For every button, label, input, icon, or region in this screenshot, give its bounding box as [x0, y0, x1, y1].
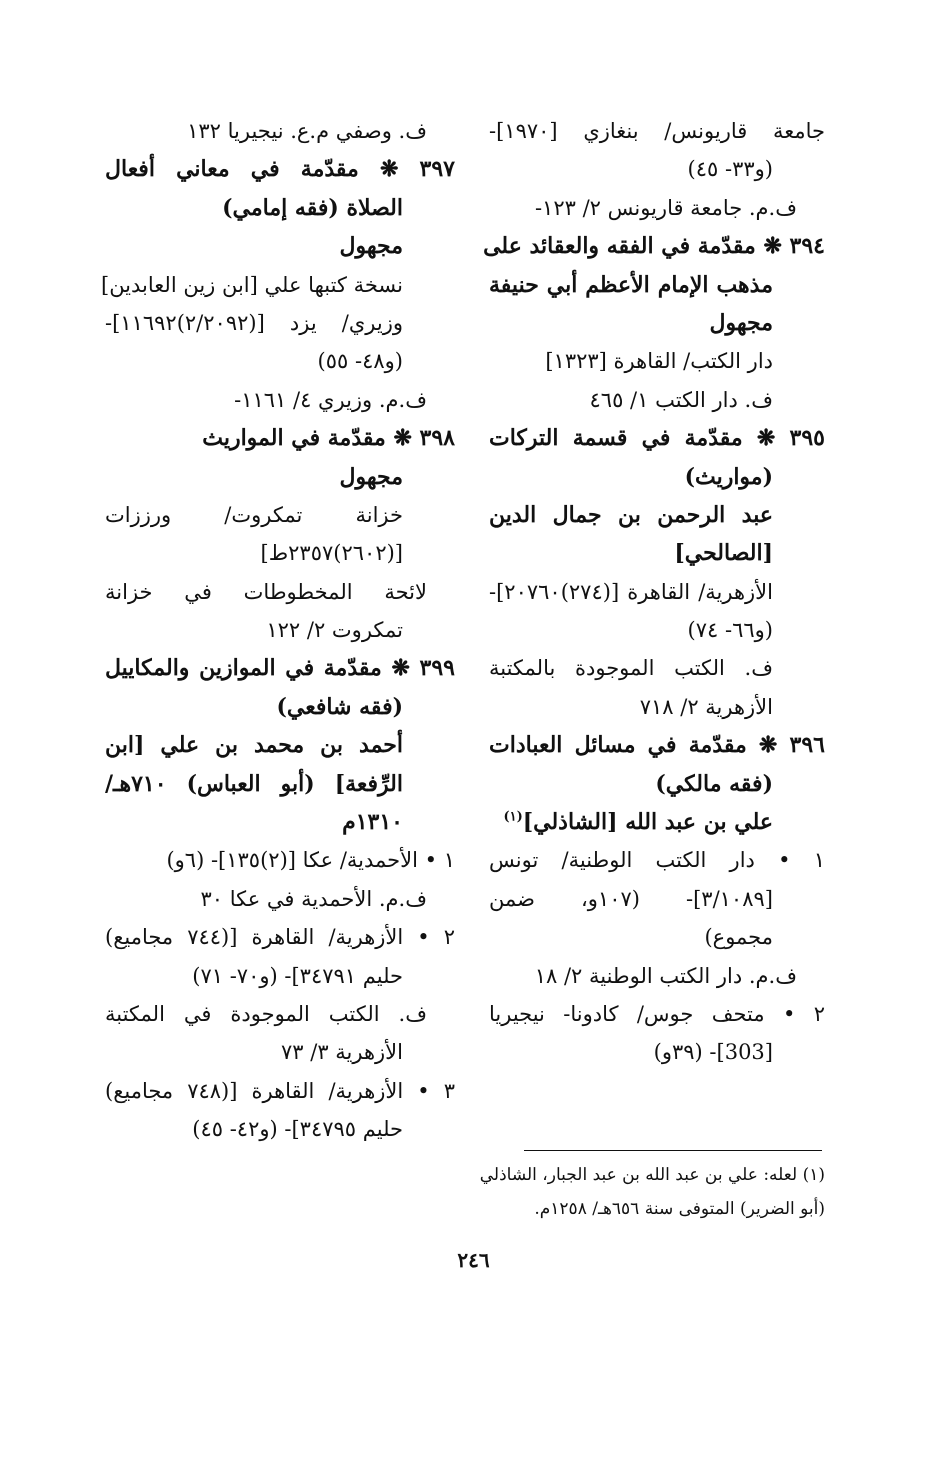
- right-column-line: [489, 841, 825, 879]
- line-text: مجهول: [709, 309, 773, 336]
- left-column-line: [105, 803, 455, 841]
- left-column-line: [105, 304, 455, 342]
- left-column-line: [105, 841, 455, 879]
- right-column-line: [489, 918, 825, 956]
- left-column-line: [105, 534, 455, 572]
- right-column-line: [489, 304, 825, 342]
- right-column-line: [489, 803, 825, 841]
- line-text: ف.م. وزيري ٤/ ١١٦١-: [234, 387, 427, 412]
- line-text: الأزهرية/ القاهرة [(٢٧٤)٢٠٧٦٠]-: [489, 579, 773, 604]
- line-text: ١ • الأحمدية/ عكا [(٢)١٣٥]- (٦و): [166, 848, 455, 873]
- right-column-line: [489, 342, 825, 380]
- left-column: [101, 112, 455, 1149]
- right-column-line: [489, 381, 825, 419]
- line-text: أحمد بن محمد بن علي [ابن: [105, 732, 403, 759]
- right-column-line: [489, 995, 825, 1033]
- line-text: جامعة قاريونس/ بنغازي [١٩٧٠]-: [489, 119, 825, 143]
- left-column-line: [105, 765, 455, 803]
- footnote-marker: (١): [503, 809, 523, 825]
- left-column-line: [105, 649, 455, 687]
- left-column-line: [105, 918, 455, 956]
- right-column-line: [489, 611, 825, 649]
- right-column-line: [489, 534, 825, 572]
- line-text: (و٤٨- ٥٥): [317, 349, 403, 374]
- left-column-line: [105, 1033, 455, 1071]
- line-text: [303]- (٣٩و): [653, 1040, 773, 1065]
- line-text: مجهول: [339, 463, 403, 490]
- left-column-line: [105, 150, 455, 188]
- right-column-line: [489, 266, 825, 304]
- line-text: [٣/١٠٨٩]- (١٠٧و، ضمن: [489, 886, 773, 911]
- left-column-line: [105, 957, 455, 995]
- line-text: ١ • دار الكتب الوطنية/ تونس: [489, 848, 825, 873]
- line-text: مجهول: [339, 233, 403, 260]
- line-text: (فقه شافعي): [276, 693, 403, 720]
- left-column-line: [105, 381, 455, 419]
- line-text: دار الكتب/ القاهرة [١٣٢٣]: [545, 349, 773, 374]
- footnotes: [479, 1158, 825, 1226]
- line-text: حليم ٣٤٧٩١]- (و٧٠- ٧١): [192, 963, 403, 988]
- left-column-line: [105, 611, 455, 649]
- line-text: خزانة تمكروت/ ورززات: [105, 502, 403, 527]
- line-text: الرِّفعة] (أبو العباس) ٧١٠هـ/: [105, 770, 403, 797]
- left-column-line: [105, 573, 455, 611]
- page-number: ٢٤٦: [457, 1248, 490, 1272]
- line-text: [الصالحي]: [674, 540, 773, 567]
- line-text: ف. الكتب الموجودة في المكتبة: [105, 1001, 427, 1026]
- line-text: نسخة كتبها علي [ابن زين العابدين]: [101, 272, 403, 297]
- line-text: ٣٩٦ ❋ مقدّمة في مسائل العبادات: [489, 732, 825, 759]
- left-column-line: [105, 726, 455, 764]
- line-text: (مواريث): [684, 463, 773, 490]
- line-text: ١٣١٠م: [342, 809, 403, 836]
- line-text: ٣ • الأزهرية/ القاهرة [(٧٤٨ مجاميع): [105, 1078, 455, 1103]
- line-text: ٣٩٩ ❋ مقدّمة في الموازين والمكاييل: [105, 655, 455, 682]
- right-column-line: [483, 227, 825, 265]
- right-column: [483, 112, 825, 1072]
- line-text: ٣٩٤ ❋ مقدّمة في الفقه والعقائد على: [483, 233, 825, 260]
- line-text: (و٣٣- ٤٥): [687, 157, 773, 182]
- right-column-line: [489, 573, 825, 611]
- left-column-line: [105, 1110, 455, 1148]
- right-column-line: [489, 765, 825, 803]
- line-text: ف. وصفي م.ع. نيجيريا ١٣٢: [187, 119, 427, 143]
- left-column-line: [105, 419, 455, 457]
- right-column-line: [489, 726, 825, 764]
- right-column-line: [489, 189, 825, 227]
- line-text: الأزهرية ٣/ ٧٣: [280, 1040, 403, 1065]
- line-text: وزيري/ يزد [(٢/٢٠٩٢)١١٦٩٢]-: [105, 310, 403, 335]
- footnote-line: (١) لعله: علي بن عبد الله بن عبد الجبار، الشاذلي: [479, 1165, 825, 1185]
- left-column-line: [105, 458, 455, 496]
- right-column-line: [489, 419, 825, 457]
- line-text: ف.م. الأحمدية في عكا ٣٠: [200, 886, 427, 911]
- right-column-line: [489, 112, 825, 150]
- line-text: مذهب الإمام الأعظم أبي حنيفة: [489, 271, 773, 298]
- right-column-line: [489, 649, 825, 687]
- line-text: ف. دار الكتب ١/ ٤٦٥: [589, 387, 773, 412]
- line-text: علي بن عبد الله [الشاذلي]: [522, 809, 773, 836]
- left-column-line: [105, 688, 455, 726]
- line-text: [(٢٦٠٢)٢٣٥٧ط]: [260, 541, 403, 566]
- left-column-line: [105, 880, 455, 918]
- right-column-line: [489, 957, 825, 995]
- line-text: ٣٩٨ ❋ مقدّمة في المواريث: [202, 425, 455, 452]
- right-column-line: [489, 458, 825, 496]
- right-column-line: [489, 688, 825, 726]
- footnote-divider: [524, 1150, 822, 1151]
- right-column-line: [489, 1033, 825, 1071]
- line-text: عبد الرحمن بن جمال الدين: [489, 501, 773, 528]
- left-column-line: [101, 266, 455, 304]
- right-column-line: [489, 496, 825, 534]
- line-text: ٢ • متحف جوس/ كادونا- نيجيريا: [489, 1001, 825, 1026]
- line-text: ف.م. جامعة قاريونس ٢/ ١٢٣-: [534, 195, 797, 220]
- left-column-line: [105, 496, 455, 534]
- right-column-line: [489, 150, 825, 188]
- left-column-line: [105, 189, 455, 227]
- footnote-line: (أبو الضرير) المتوفى سنة ٦٥٦هـ/ ١٢٥٨م.: [534, 1199, 825, 1219]
- line-text: لائحة المخطوطات في خزانة: [105, 579, 427, 604]
- line-text: تمكروت ٢/ ١٢٢: [266, 618, 403, 643]
- line-text: ف. الكتب الموجودة بالمكتبة: [489, 656, 773, 681]
- line-text: ٢ • الأزهرية/ القاهرة [(٧٤٤ مجاميع): [105, 925, 455, 950]
- line-text: حليم ٣٤٧٩٥]- (و٤٢- ٤٥): [192, 1117, 403, 1142]
- left-column-line: [105, 342, 455, 380]
- line-text: (و٦٦- ٧٤): [687, 618, 773, 643]
- right-column-line: [489, 880, 825, 918]
- line-text: ٣٩٥ ❋ مقدّمة في قسمة التركات: [489, 425, 825, 452]
- left-column-line: [105, 227, 455, 265]
- line-text: مجموع): [704, 925, 773, 950]
- left-column-line: [105, 1072, 455, 1110]
- line-text: (فقه مالكي): [655, 770, 773, 797]
- line-text: ف.م. دار الكتب الوطنية ٢/ ١٨: [534, 963, 797, 988]
- left-column-line: [105, 112, 455, 150]
- line-text: الصلاة (فقه إمامي): [222, 194, 403, 221]
- line-text: ٣٩٧ ❋ مقدّمة في معاني أفعال: [105, 156, 455, 183]
- left-column-line: [105, 995, 455, 1033]
- line-text: الأزهرية ٢/ ٧١٨: [639, 694, 773, 719]
